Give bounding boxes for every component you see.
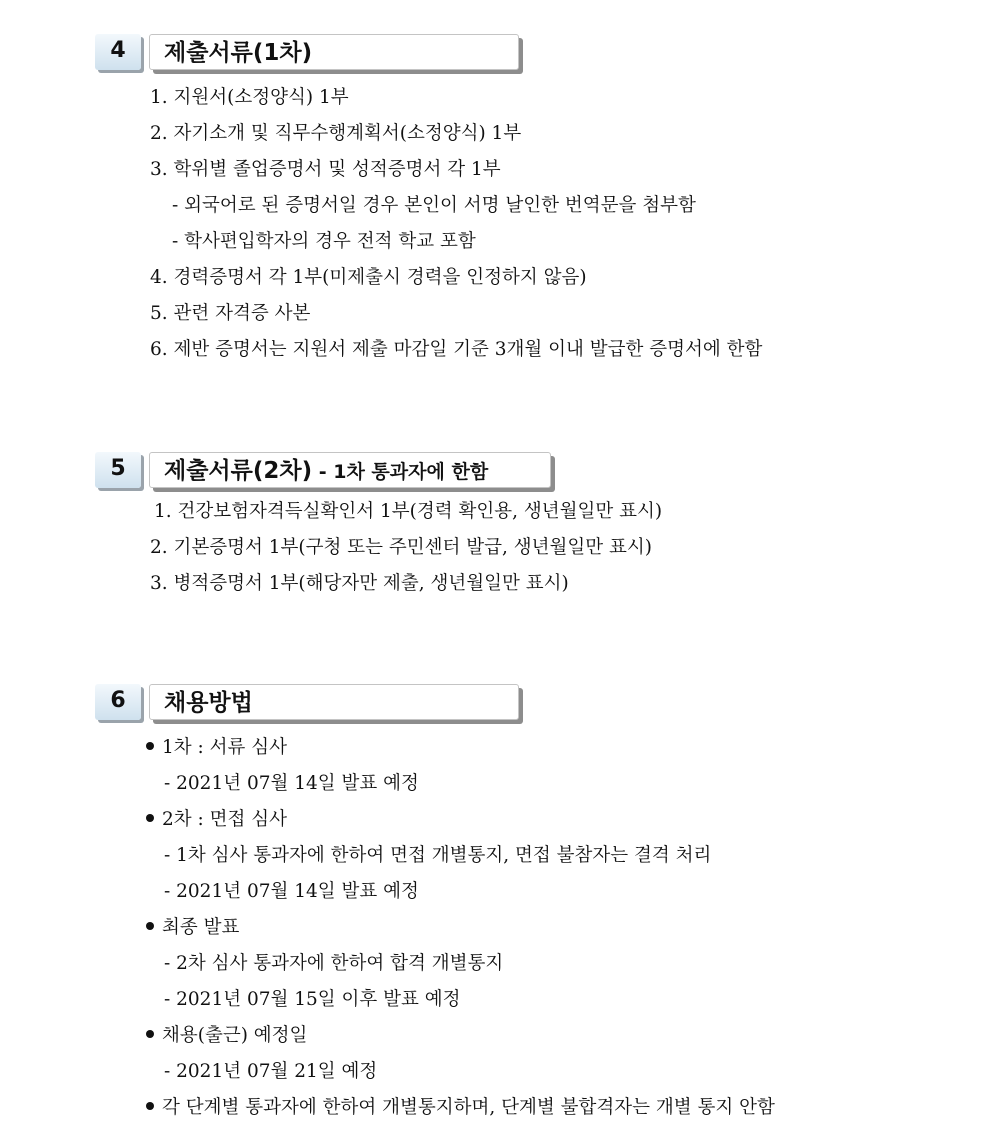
bullet-dot	[146, 1102, 154, 1110]
list-item: 1. 건강보험자격득실확인서 1부(경력 확인용, 생년월일만 표시)	[154, 501, 663, 522]
section-5-list	[150, 494, 662, 602]
bullet-dot	[146, 1030, 154, 1038]
list-item	[150, 802, 775, 838]
bullet-dot	[146, 742, 154, 750]
list-item-text: 각 단계별 통과자에 한하여 개별통지하며, 단계별 불합격자는 개별 통지 안함	[162, 1097, 775, 1118]
section-number: 4	[95, 34, 141, 70]
list-item-text: 1차 : 서류 심사	[162, 737, 288, 758]
list-item	[150, 1090, 775, 1126]
section-title-text: 채용방법	[164, 690, 253, 716]
bullet-dot	[146, 814, 154, 822]
bullet-dot	[146, 922, 154, 930]
list-item-text: 2차 : 면접 심사	[162, 809, 288, 830]
list-item	[150, 730, 775, 766]
section-title	[149, 452, 551, 488]
section-title-text: 제출서류(1차)	[164, 40, 313, 66]
list-item: 4. 경력증명서 각 1부(미제출시 경력을 인정하지 않음)	[150, 267, 587, 288]
list-subitem: - 2021년 07월 15일 이후 발표 예정	[164, 989, 461, 1010]
section-4-list	[150, 80, 762, 368]
list-item: 3. 병적증명서 1부(해당자만 제출, 생년월일만 표시)	[150, 573, 569, 594]
list-item-text: 채용(출근) 예정일	[162, 1025, 308, 1046]
section-number: 6	[95, 684, 141, 720]
list-item	[150, 1018, 775, 1054]
list-subitem: - 2021년 07월 21일 예정	[164, 1061, 378, 1082]
section-title-text: 제출서류(2차)	[164, 458, 313, 484]
list-subitem: - 2차 심사 통과자에 한하여 합격 개별통지	[164, 953, 504, 974]
list-item: 5. 관련 자격증 사본	[150, 303, 311, 324]
list-item: 3. 학위별 졸업증명서 및 성적증명서 각 1부	[150, 159, 501, 180]
section-title	[149, 684, 519, 720]
list-subitem: - 2021년 07월 14일 발표 예정	[164, 881, 419, 902]
section-title-suffix: - 1차 통과자에 한함	[312, 461, 489, 483]
section-6-list	[150, 730, 775, 1126]
list-subitem: - 외국어로 된 증명서일 경우 본인이 서명 날인한 번역문을 첨부함	[172, 195, 696, 216]
list-item	[150, 910, 775, 946]
list-item: 1. 지원서(소정양식) 1부	[150, 87, 349, 108]
list-subitem: - 학사편입학자의 경우 전적 학교 포함	[172, 231, 476, 252]
list-subitem: - 2021년 07월 14일 발표 예정	[164, 773, 419, 794]
section-number: 5	[95, 452, 141, 488]
list-item: 6. 제반 증명서는 지원서 제출 마감일 기준 3개월 이내 발급한 증명서에 한함	[150, 339, 763, 360]
list-item-text: 최종 발표	[162, 917, 240, 938]
list-subitem: - 1차 심사 통과자에 한하여 면접 개별통지, 면접 불참자는 결격 처리	[164, 845, 712, 866]
list-item: 2. 자기소개 및 직무수행계획서(소정양식) 1부	[150, 123, 522, 144]
section-title	[149, 34, 519, 70]
list-item: 2. 기본증명서 1부(구청 또는 주민센터 발급, 생년월일만 표시)	[150, 537, 652, 558]
